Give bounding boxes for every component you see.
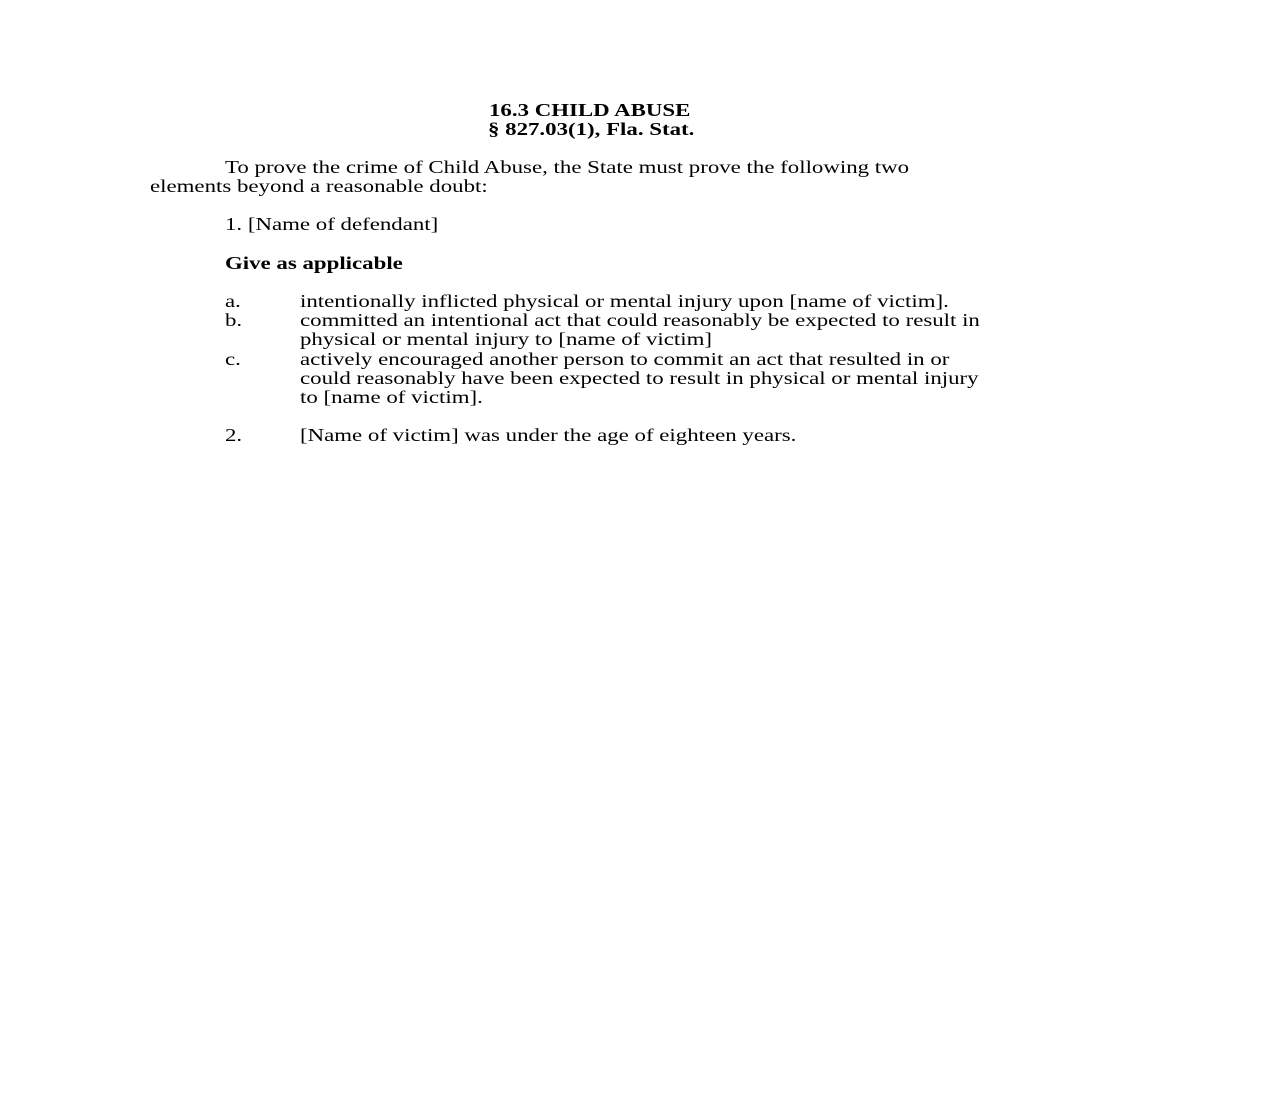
statute-citation: § 827.03(1), Fla. Stat. [488,119,695,139]
element-2-text: [Name of victim] was under the age of eighteen years. [300,425,797,445]
instruction-title: 16.3 CHILD ABUSE [489,100,691,120]
element-1: 1. [Name of defendant] [225,214,439,234]
option-b-text-1: committed an intentional act that could reasonably be expected to result in [300,310,980,330]
option-c-text-1: actively encouraged another person to commit an act that resulted in or [300,349,950,369]
option-a-marker: a. [225,291,241,311]
option-c-text-2: could reasonably have been expected to result in physical or mental injury [300,368,979,388]
option-a-text: intentionally inflicted physical or mental injury upon [name of victim]. [300,291,949,311]
option-c-marker: c. [225,349,241,369]
element-2-marker: 2. [225,425,243,445]
intro-line-2: elements beyond a reasonable doubt: [150,176,488,196]
intro-line-1: To prove the crime of Child Abuse, the State must prove the following two [225,157,910,177]
option-b-marker: b. [225,310,243,330]
give-as-applicable-note: Give as applicable [225,253,403,273]
option-b-text-2: physical or mental injury to [name of victim] [300,329,713,349]
option-c-text-3: to [name of victim]. [300,387,483,407]
